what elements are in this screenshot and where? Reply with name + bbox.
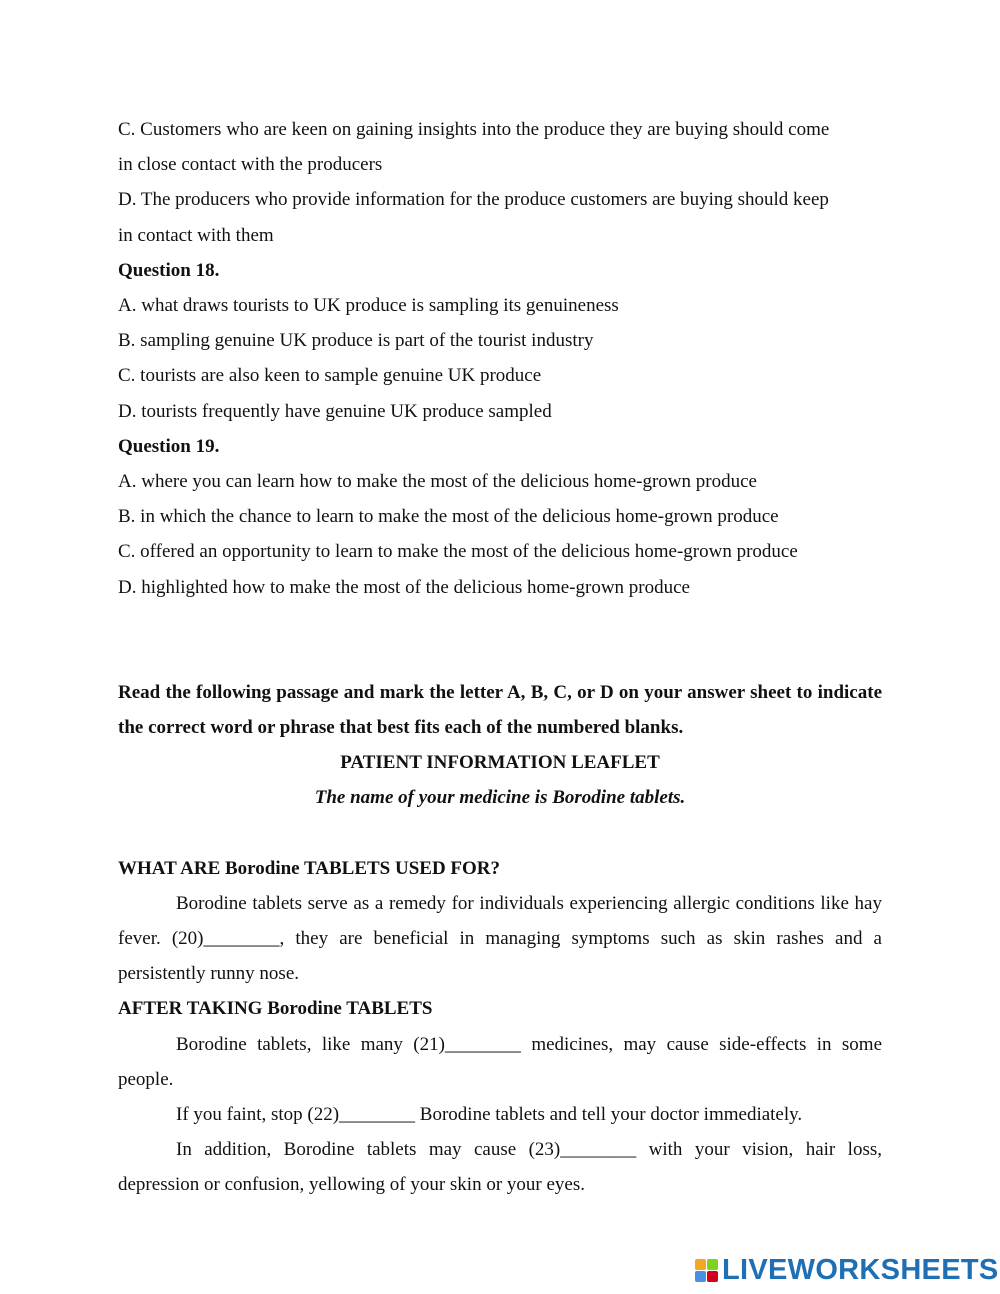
q18-option-b[interactable]: B. sampling genuine UK produce is part of the tourist industry: [118, 330, 594, 352]
q17-option-d-line2: in contact with them: [118, 224, 274, 246]
leaflet-subtitle: The name of your medicine is Borodine tablets.: [314, 787, 686, 809]
liveworksheets-brand[interactable]: LIVEWORKSHEETS: [722, 1253, 999, 1286]
logo-tile-1: [695, 1259, 706, 1270]
section-after-taking-heading: AFTER TAKING Borodine TABLETS: [118, 998, 433, 1020]
logo-tile-3: [695, 1271, 706, 1282]
q19-option-d[interactable]: D. highlighted how to make the most of the delicious home-grown produce: [118, 576, 690, 598]
q17-option-d-line1: D. The producers who provide information for the produce customers are buying should keep: [118, 189, 829, 211]
liveworksheets-logo-icon: [695, 1259, 718, 1282]
logo-tile-2: [707, 1259, 718, 1270]
section-after-taking-paragraph-3: In addition, Borodine tablets may cause (23)________ with your vision, hair loss, depression or confusion, yellowing of your skin or your eyes.: [118, 1139, 882, 1196]
logo-tile-4: [707, 1271, 718, 1282]
q18-option-a[interactable]: A. what draws tourists to UK produce is sampling its genuineness: [118, 295, 619, 317]
q19-option-a[interactable]: A. where you can learn how to make the most of the delicious home-grown produce: [118, 471, 757, 493]
section-after-taking-paragraph-2: If you faint, stop (22)________ Borodine tablets and tell your doctor immediately.: [176, 1104, 803, 1126]
q17-option-c-line1: C. Customers who are keen on gaining insights into the produce they are buying should come: [118, 119, 830, 140]
q19-option-b[interactable]: B. in which the chance to learn to make the most of the delicious home-grown produce: [118, 506, 779, 528]
section-after-taking-paragraph-1: Borodine tablets, like many (21)________ medicines, may cause side-effects in some people.: [118, 1033, 882, 1090]
leaflet-title: PATIENT INFORMATION LEAFLET: [340, 752, 660, 774]
liveworksheets-footer[interactable]: [695, 1253, 999, 1287]
q17-option-c-line2: in close contact with the producers: [118, 154, 383, 176]
q19-option-c[interactable]: C. offered an opportunity to learn to make the most of the delicious home-grown produce: [118, 541, 798, 563]
worksheet-page: [118, 112, 882, 1203]
section-used-for-paragraph: Borodine tablets serve as a remedy for individuals experiencing allergic conditions like hay fever. (20)________, they are beneficial in managing symptoms such as skin rashes and a persistently runny nose.: [118, 892, 882, 985]
section-used-for-heading: WHAT ARE Borodine TABLETS USED FOR?: [118, 857, 501, 879]
passage-instructions: Read the following passage and mark the letter A, B, C, or D on your answer sheet to indicate the correct word or phrase that best fits each of the numbered blanks.: [118, 681, 882, 739]
q18-option-c[interactable]: C. tourists are also keen to sample genuine UK produce: [118, 365, 542, 387]
question-18-heading: Question 18.: [118, 259, 220, 281]
q18-option-d[interactable]: D. tourists frequently have genuine UK produce sampled: [118, 400, 552, 422]
question-19-heading: Question 19.: [118, 435, 220, 457]
